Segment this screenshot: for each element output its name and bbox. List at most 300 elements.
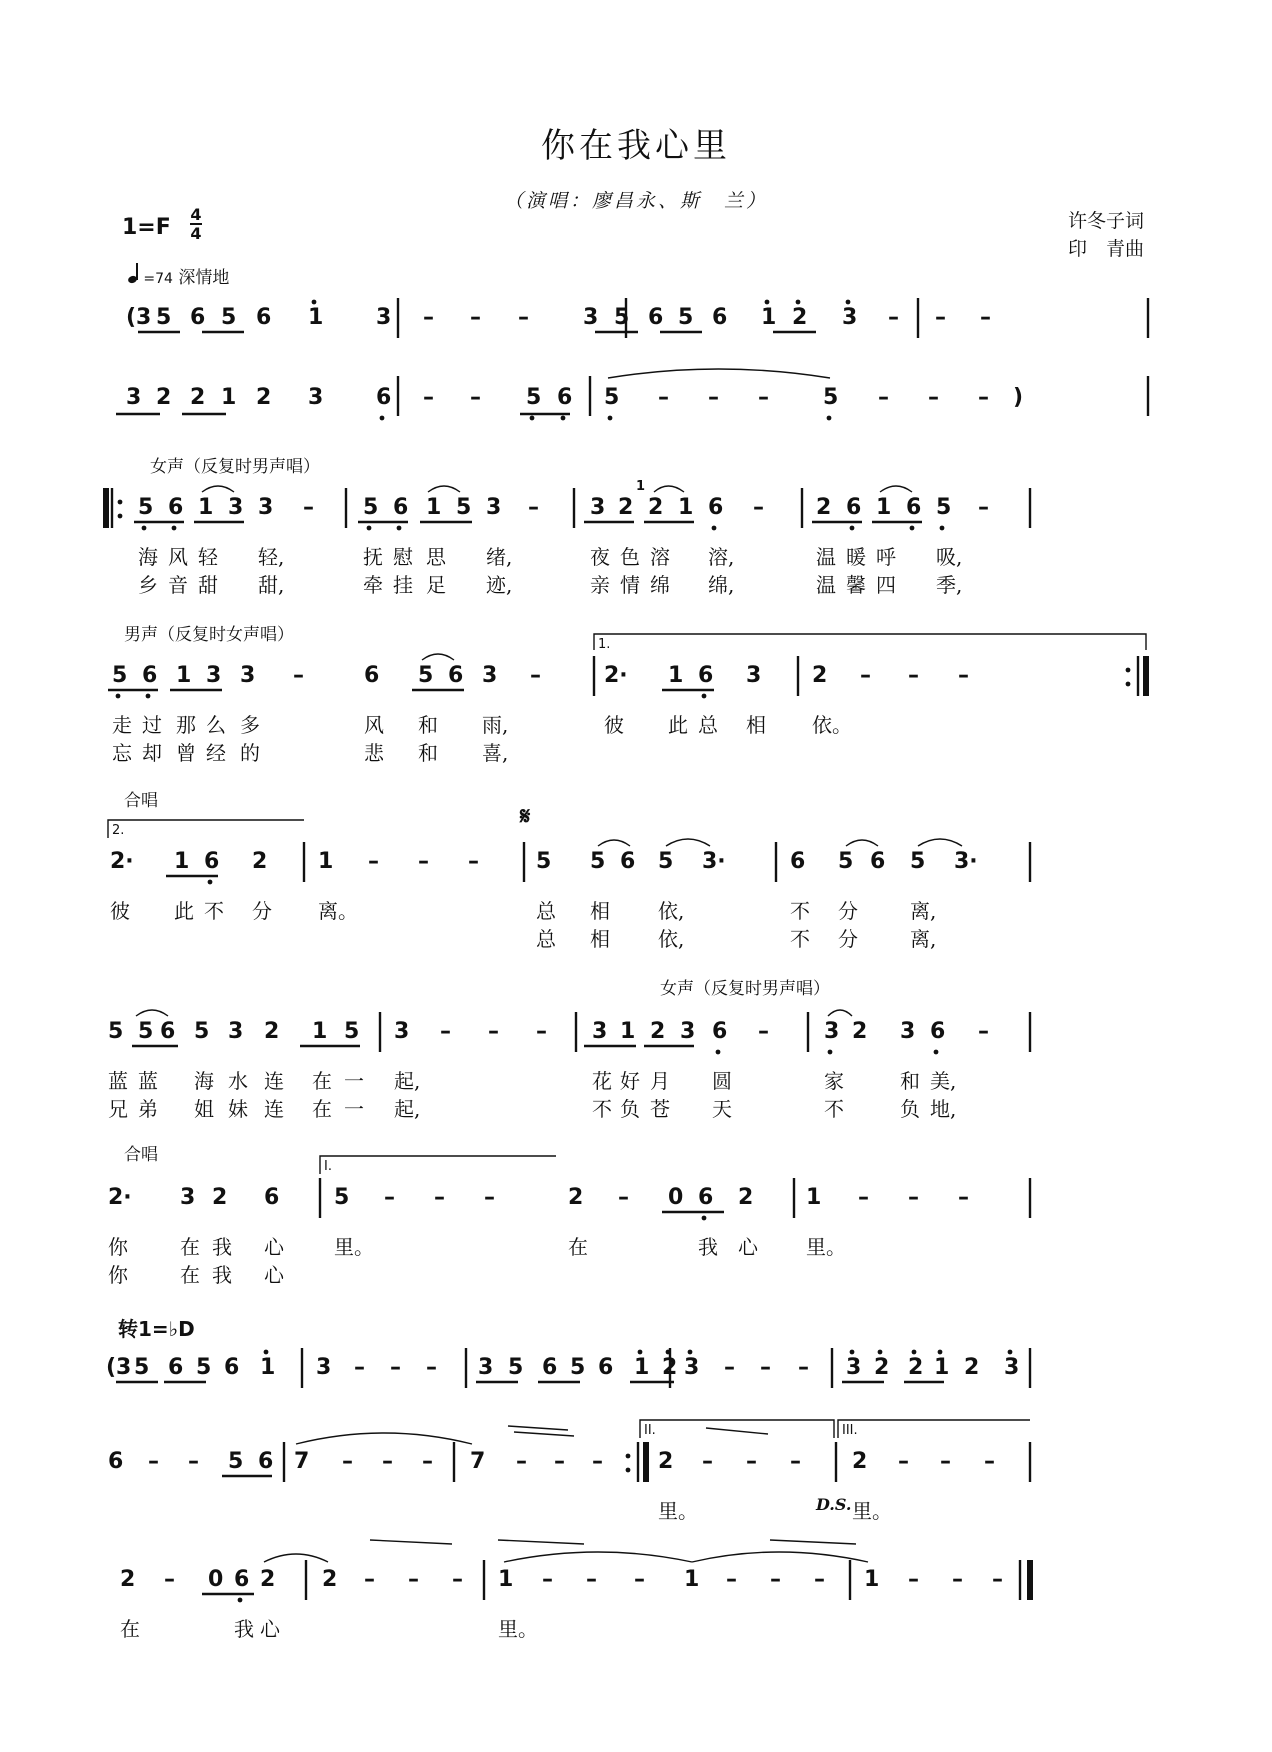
low-octave-dot (561, 416, 566, 421)
lyrics-layer (138, 573, 962, 597)
dash-extension: – (908, 1185, 919, 1210)
system-4-graphic (112, 637, 1150, 765)
lyric-syllable: 风 (168, 545, 188, 569)
jianpu-note: 6 (393, 495, 409, 520)
jianpu-note: 5 (194, 1019, 210, 1044)
dash-extension: – (978, 385, 989, 410)
jianpu-note: 2 (648, 495, 664, 520)
time-signature-top: 4 (190, 205, 202, 224)
jianpu-note: 5 (526, 385, 542, 410)
dash-extension: – (390, 1355, 401, 1380)
dash-extension: – (992, 1567, 1003, 1592)
jianpu-note: 5 (363, 495, 379, 520)
jianpu-note: 5 (112, 663, 128, 688)
jianpu-note: 6 (846, 495, 862, 520)
dash-extension: – (935, 305, 946, 330)
lyric-syllable: 我 (698, 1235, 718, 1259)
lyric-syllable: 心 (264, 1235, 284, 1259)
lyric-syllable: 分 (252, 899, 272, 923)
dash-extension: – (878, 385, 889, 410)
lyric-syllable: 在 (312, 1097, 332, 1121)
lyric-syllable: 里。 (658, 1499, 698, 1523)
low-octave-dot (702, 694, 707, 699)
system-6-graphic (108, 1008, 1150, 1121)
lyric-syllable: 依, (658, 927, 685, 951)
lyric-syllable: 音 (168, 573, 188, 597)
lyric-syllable: 思 (426, 545, 446, 569)
volta-iii: III. (842, 1423, 858, 1438)
dash-extension: – (148, 1449, 159, 1474)
lyric-syllable: 和 (418, 713, 438, 737)
jianpu-note: 6 (598, 1355, 614, 1380)
lyric-syllable: 走 (112, 713, 132, 737)
jianpu-note: 0 (668, 1185, 684, 1210)
lyric-syllable: 海 (138, 545, 158, 569)
key-signature: 1=F (122, 215, 171, 240)
dash-extension: – (418, 849, 429, 874)
jianpu-note: 1 (806, 1185, 822, 1210)
lyric-syllable: 总 (698, 713, 718, 737)
dash-extension: – (952, 1567, 963, 1592)
lyric-syllable: 忘 (112, 741, 132, 765)
jianpu-note: 1 (176, 663, 192, 688)
high-octave-dot (850, 1350, 855, 1355)
notes-layer (108, 1185, 969, 1220)
jianpu-note: 6 (712, 1019, 728, 1044)
dash-extension: – (814, 1567, 825, 1592)
lyric-syllable: 心 (260, 1617, 280, 1641)
lyric-syllable: 慰 (393, 545, 413, 569)
lyric-syllable: 相 (590, 927, 610, 951)
composer-credit: 印 青曲 (1068, 238, 1145, 260)
low-octave-dot (712, 526, 717, 531)
lyric-syllable: 在 (180, 1263, 200, 1287)
system-10-graphic (118, 1556, 1150, 1646)
high-octave-dot (912, 1350, 917, 1355)
lyric-syllable: 连 (264, 1097, 284, 1121)
lyric-syllable: 弟 (138, 1097, 158, 1121)
dash-extension: – (426, 1355, 437, 1380)
jianpu-note: 5 (604, 385, 620, 410)
lyric-syllable: 相 (746, 713, 766, 737)
jianpu-note: 3 (680, 1019, 696, 1044)
jianpu-note: 7 (470, 1449, 486, 1474)
dash-extension: – (422, 1449, 433, 1474)
dash-extension: – (164, 1567, 175, 1592)
jianpu-note: 5 (678, 305, 694, 330)
jianpu-note: 2 (662, 1355, 678, 1380)
lyric-syllable: 蓝 (138, 1069, 158, 1093)
lyric-syllable: 绵 (650, 573, 670, 597)
dash-extension: – (746, 1449, 757, 1474)
lyric-syllable: 我 (212, 1235, 232, 1259)
jianpu-note: 3 (842, 305, 858, 330)
section-label-female: 女声（反复时男声唱） (150, 457, 320, 477)
notes-layer (112, 663, 969, 698)
lyric-syllable: 里。 (334, 1235, 374, 1259)
low-octave-dot (827, 416, 832, 421)
low-octave-dot (702, 1216, 707, 1221)
lyrics-layer (110, 899, 936, 923)
dash-extension: – (758, 1019, 769, 1044)
high-octave-dot (264, 1350, 269, 1355)
jianpu-note: 1 (668, 663, 684, 688)
lyric-syllable: 负 (620, 1097, 640, 1121)
dash-extension: – (518, 305, 529, 330)
jianpu-note: 2 (792, 305, 808, 330)
lyric-syllable: 甜 (198, 573, 218, 597)
jianpu-note: 6 (648, 305, 664, 330)
jianpu-note: 2 (252, 849, 268, 874)
lyric-syllable: 甜, (258, 573, 285, 597)
lyric-syllable: 兄 (108, 1097, 128, 1121)
dash-extension: – (408, 1567, 419, 1592)
low-octave-dot (367, 526, 372, 531)
lyric-syllable: 相 (590, 899, 610, 923)
jianpu-note: 2 (212, 1185, 228, 1210)
lyric-syllable: 暖 (846, 545, 866, 569)
lyric-syllable: 总 (536, 927, 556, 951)
notes-layer (126, 300, 991, 330)
dash-extension: – (188, 1449, 199, 1474)
low-octave-dot (716, 1050, 721, 1055)
lyrics-layer (108, 1263, 285, 1287)
staff-system-9 (108, 1423, 1150, 1550)
volta-i: I. (324, 1159, 332, 1174)
jianpu-note: 6 (142, 663, 158, 688)
jianpu-note: 6 (256, 305, 272, 330)
dash-extension: – (470, 305, 481, 330)
lyrics-layer (108, 1235, 846, 1259)
jianpu-note: 3 (240, 663, 256, 688)
jianpu-note: ) (1013, 385, 1024, 410)
notes-layer (138, 495, 989, 530)
lyrics-layer (112, 741, 508, 765)
lyric-syllable: 多 (240, 713, 260, 737)
low-octave-dot (380, 416, 385, 421)
jianpu-note: 2 (816, 495, 832, 520)
lyric-syllable: 你 (108, 1263, 128, 1287)
dash-extension: – (980, 305, 991, 330)
system-2-graphic (118, 372, 1150, 422)
volta-ii: II. (644, 1423, 656, 1438)
jianpu-note: 2· (110, 849, 134, 874)
jianpu-note: 3 (228, 1019, 244, 1044)
jianpu-note: 2 (908, 1355, 924, 1380)
jianpu-note: 3 (206, 663, 222, 688)
high-octave-dot (1008, 1350, 1013, 1355)
dash-extension: – (542, 1567, 553, 1592)
volta-second: 2. (112, 823, 125, 838)
notes-layer (108, 1019, 989, 1054)
jianpu-note: 5 (196, 1355, 212, 1380)
jianpu-note: 6 (234, 1567, 250, 1592)
lyric-syllable: 的 (240, 741, 260, 765)
dash-extension: – (758, 385, 769, 410)
lyric-syllable: 喜, (482, 741, 509, 765)
lyric-syllable: 水 (228, 1069, 248, 1093)
lyric-syllable: 过 (142, 713, 162, 737)
low-octave-dot (172, 526, 177, 531)
low-octave-dot (397, 526, 402, 531)
jianpu-note: 3 (486, 495, 502, 520)
high-octave-dot (846, 300, 851, 305)
lyric-syllable: 么 (206, 713, 226, 737)
high-octave-dot (938, 1350, 943, 1355)
dash-extension: – (984, 1449, 995, 1474)
jianpu-note: 2 (568, 1185, 584, 1210)
jianpu-note: 2 (322, 1567, 338, 1592)
jianpu-note: 3 (583, 305, 599, 330)
modulation-marking: 转1=♭D (118, 1317, 195, 1341)
lyric-syllable: 迹, (486, 573, 513, 597)
lyric-syllable: 轻, (258, 545, 285, 569)
high-octave-dot (765, 300, 770, 305)
jianpu-note: 2 (874, 1355, 890, 1380)
lyric-syllable: 经 (206, 741, 226, 765)
lyric-syllable: 姐 (194, 1097, 214, 1121)
tempo-value: =74 (143, 271, 173, 287)
jianpu-note: 5 (508, 1355, 524, 1380)
dash-extension: – (423, 385, 434, 410)
lyric-syllable: 风 (364, 713, 384, 737)
lyric-syllable: 不 (824, 1097, 844, 1121)
jianpu-note: 1 (221, 385, 237, 410)
jianpu-note: 3 (478, 1355, 494, 1380)
dash-extension: – (368, 849, 379, 874)
staff-system-10 (118, 1556, 1150, 1646)
jianpu-note: 6 (264, 1185, 280, 1210)
jianpu-note: 3 (684, 1355, 700, 1380)
dash-extension: – (708, 385, 719, 410)
jianpu-note: 2 (156, 385, 172, 410)
jianpu-note: 5 (456, 495, 472, 520)
dash-extension: – (303, 495, 314, 520)
lyric-syllable: 绪, (486, 545, 513, 569)
dash-extension: – (724, 1355, 735, 1380)
lyric-syllable: 抚 (363, 545, 383, 569)
lyric-syllable: 依。 (812, 713, 852, 737)
section-label-female-2: 女声（反复时男声唱） (660, 979, 830, 999)
jianpu-note: 5 (221, 305, 237, 330)
system-8-graphic (106, 1344, 1150, 1394)
jianpu-note: 5 (156, 305, 172, 330)
dash-extension: – (978, 495, 989, 520)
jianpu-note: 3 (126, 385, 142, 410)
jianpu-note: 5 (838, 849, 854, 874)
jianpu-note: 6 (698, 663, 714, 688)
jianpu-note: 5 (536, 849, 552, 874)
jianpu-note: 6 (258, 1449, 274, 1474)
lyric-syllable: 色 (620, 545, 640, 569)
dash-extension: – (592, 1449, 603, 1474)
lyric-syllable: 里。 (498, 1617, 538, 1641)
lyric-syllable: 和 (418, 741, 438, 765)
jianpu-note: 3 (316, 1355, 332, 1380)
lyrics-layer (138, 545, 962, 569)
lyric-syllable: 花 (592, 1069, 612, 1093)
jianpu-note: 6 (542, 1355, 558, 1380)
jianpu-note: 1 (864, 1567, 880, 1592)
jianpu-note: 1 (174, 849, 190, 874)
lyric-syllable: 负 (900, 1097, 920, 1121)
section-label-male: 男声（反复时女声唱） (124, 625, 294, 645)
lyric-syllable: 天 (712, 1097, 732, 1121)
low-octave-dot (238, 1598, 243, 1603)
lyric-syllable: 分 (838, 899, 858, 923)
jianpu-note: 2 (650, 1019, 666, 1044)
jianpu-note: 2 (964, 1355, 980, 1380)
lyric-syllable: 我 (234, 1617, 254, 1641)
jianpu-note: 3 (228, 495, 244, 520)
dash-extension: – (898, 1449, 909, 1474)
dash-extension: – (468, 849, 479, 874)
jianpu-note: 3· (702, 849, 726, 874)
dash-extension: – (528, 495, 539, 520)
jianpu-note: (3 (106, 1355, 132, 1380)
system-3-graphic (118, 479, 1150, 597)
high-octave-dot (638, 1350, 643, 1355)
dash-extension: – (726, 1567, 737, 1592)
dash-extension: – (888, 305, 899, 330)
lyric-syllable: 四 (876, 573, 896, 597)
system-9-graphic (108, 1423, 1150, 1550)
lyric-syllable: 溶 (650, 545, 670, 569)
dash-extension: – (488, 1019, 499, 1044)
low-octave-dot (142, 526, 147, 531)
dash-extension: – (440, 1019, 451, 1044)
jianpu-note: 5 (936, 495, 952, 520)
jianpu-note: 1 (876, 495, 892, 520)
dash-extension: – (554, 1449, 565, 1474)
high-octave-dot (878, 1350, 883, 1355)
jianpu-note: 6 (712, 305, 728, 330)
system-1-graphic (118, 294, 1150, 344)
notes-layer (126, 385, 1023, 420)
lyric-syllable: 苍 (650, 1097, 670, 1121)
lyric-syllable: 心 (264, 1263, 284, 1287)
lyric-syllable: 彼 (604, 713, 624, 737)
jianpu-note: 1 (312, 1019, 328, 1044)
lyric-syllable: 曾 (176, 741, 196, 765)
low-octave-dot (530, 416, 535, 421)
jianpu-note: 7 (294, 1449, 310, 1474)
dash-extension: – (958, 663, 969, 688)
jianpu-note: 5 (590, 849, 606, 874)
lyric-syllable: 温 (816, 545, 836, 569)
jianpu-note: 1 (934, 1355, 950, 1380)
lyric-syllable: 里。 (852, 1499, 892, 1523)
jianpu-note: 3 (258, 495, 274, 520)
jianpu-note: 3 (308, 385, 324, 410)
jianpu-note: 3 (376, 305, 392, 330)
low-octave-dot (934, 1050, 939, 1055)
staff-system-1 (118, 294, 1150, 344)
lyric-syllable: 彼 (110, 899, 130, 923)
jianpu-note: 5 (910, 849, 926, 874)
dash-extension: – (354, 1355, 365, 1380)
low-octave-dot (146, 694, 151, 699)
jianpu-note: 6 (930, 1019, 946, 1044)
dash-extension: – (860, 663, 871, 688)
lyric-syllable: 里。 (806, 1235, 846, 1259)
jianpu-note: 2· (604, 663, 628, 688)
dash-extension: – (293, 663, 304, 688)
lyric-syllable: 分 (838, 927, 858, 951)
song-title: 你在我心里 (541, 126, 731, 166)
lyrics-layer (108, 1069, 956, 1093)
jianpu-note: 2· (108, 1185, 132, 1210)
lyric-syllable: 悲 (364, 741, 384, 765)
jianpu-note: 6 (108, 1449, 124, 1474)
jianpu-note: 6 (708, 495, 724, 520)
jianpu-note: 3 (900, 1019, 916, 1044)
lyric-syllable: 一 (344, 1069, 364, 1093)
lyric-syllable: 你 (108, 1235, 128, 1259)
jianpu-note: 6 (790, 849, 806, 874)
lyrics-layer (108, 1097, 956, 1121)
dash-extension: – (908, 663, 919, 688)
jianpu-note: 5 (108, 1019, 124, 1044)
jianpu-note: 5 (344, 1019, 360, 1044)
jianpu-note: 6 (364, 663, 380, 688)
lyric-syllable: 月 (650, 1069, 670, 1093)
lyric-syllable: 依, (658, 899, 685, 923)
lyric-syllable: 蓝 (108, 1069, 128, 1093)
staff-system-6 (108, 1008, 1150, 1121)
dash-extension: – (858, 1185, 869, 1210)
lyric-syllable: 离, (910, 899, 937, 923)
low-octave-dot (208, 880, 213, 885)
lyric-syllable: 绵, (708, 573, 735, 597)
lyric-syllable: 离, (910, 927, 937, 951)
jianpu-note: 6 (204, 849, 220, 874)
staff-system-3 (118, 479, 1150, 597)
jianpu-note: 3 (824, 1019, 840, 1044)
volta-first: 1. (598, 637, 611, 652)
jianpu-note: (3 (126, 305, 152, 330)
lyric-syllable: 挂 (393, 573, 413, 597)
dash-extension: – (790, 1449, 801, 1474)
dash-extension: – (434, 1185, 445, 1210)
jianpu-note: 2 (812, 663, 828, 688)
dash-extension: – (908, 1567, 919, 1592)
jianpu-note: 2 (256, 385, 272, 410)
jianpu-note: 2 (852, 1019, 868, 1044)
singers-line: （演唱：廖昌永、斯 兰） (503, 190, 768, 212)
lyric-syllable: 足 (426, 573, 446, 597)
jianpu-note: 1 (620, 1019, 636, 1044)
jianpu-note: 2 (120, 1567, 136, 1592)
jianpu-note: 5 (614, 305, 630, 330)
lyric-syllable: 此 (668, 713, 688, 737)
lyric-syllable: 呼 (876, 545, 896, 569)
time-signature-bottom: 4 (190, 224, 202, 243)
lyric-syllable: 情 (620, 573, 640, 597)
jianpu-note: 2 (738, 1185, 754, 1210)
jianpu-note: 3 (746, 663, 762, 688)
jianpu-note: 6 (448, 663, 464, 688)
lyric-syllable: 溶, (708, 545, 735, 569)
dash-extension: – (634, 1567, 645, 1592)
lyric-syllable: 雨, (482, 713, 509, 737)
notes-layer (108, 1449, 995, 1474)
jianpu-note: 2 (618, 495, 634, 520)
jianpu-note: 6 (168, 495, 184, 520)
jianpu-note: 3· (954, 849, 978, 874)
lyric-syllable: 心 (738, 1235, 758, 1259)
lyric-syllable: 海 (194, 1069, 214, 1093)
